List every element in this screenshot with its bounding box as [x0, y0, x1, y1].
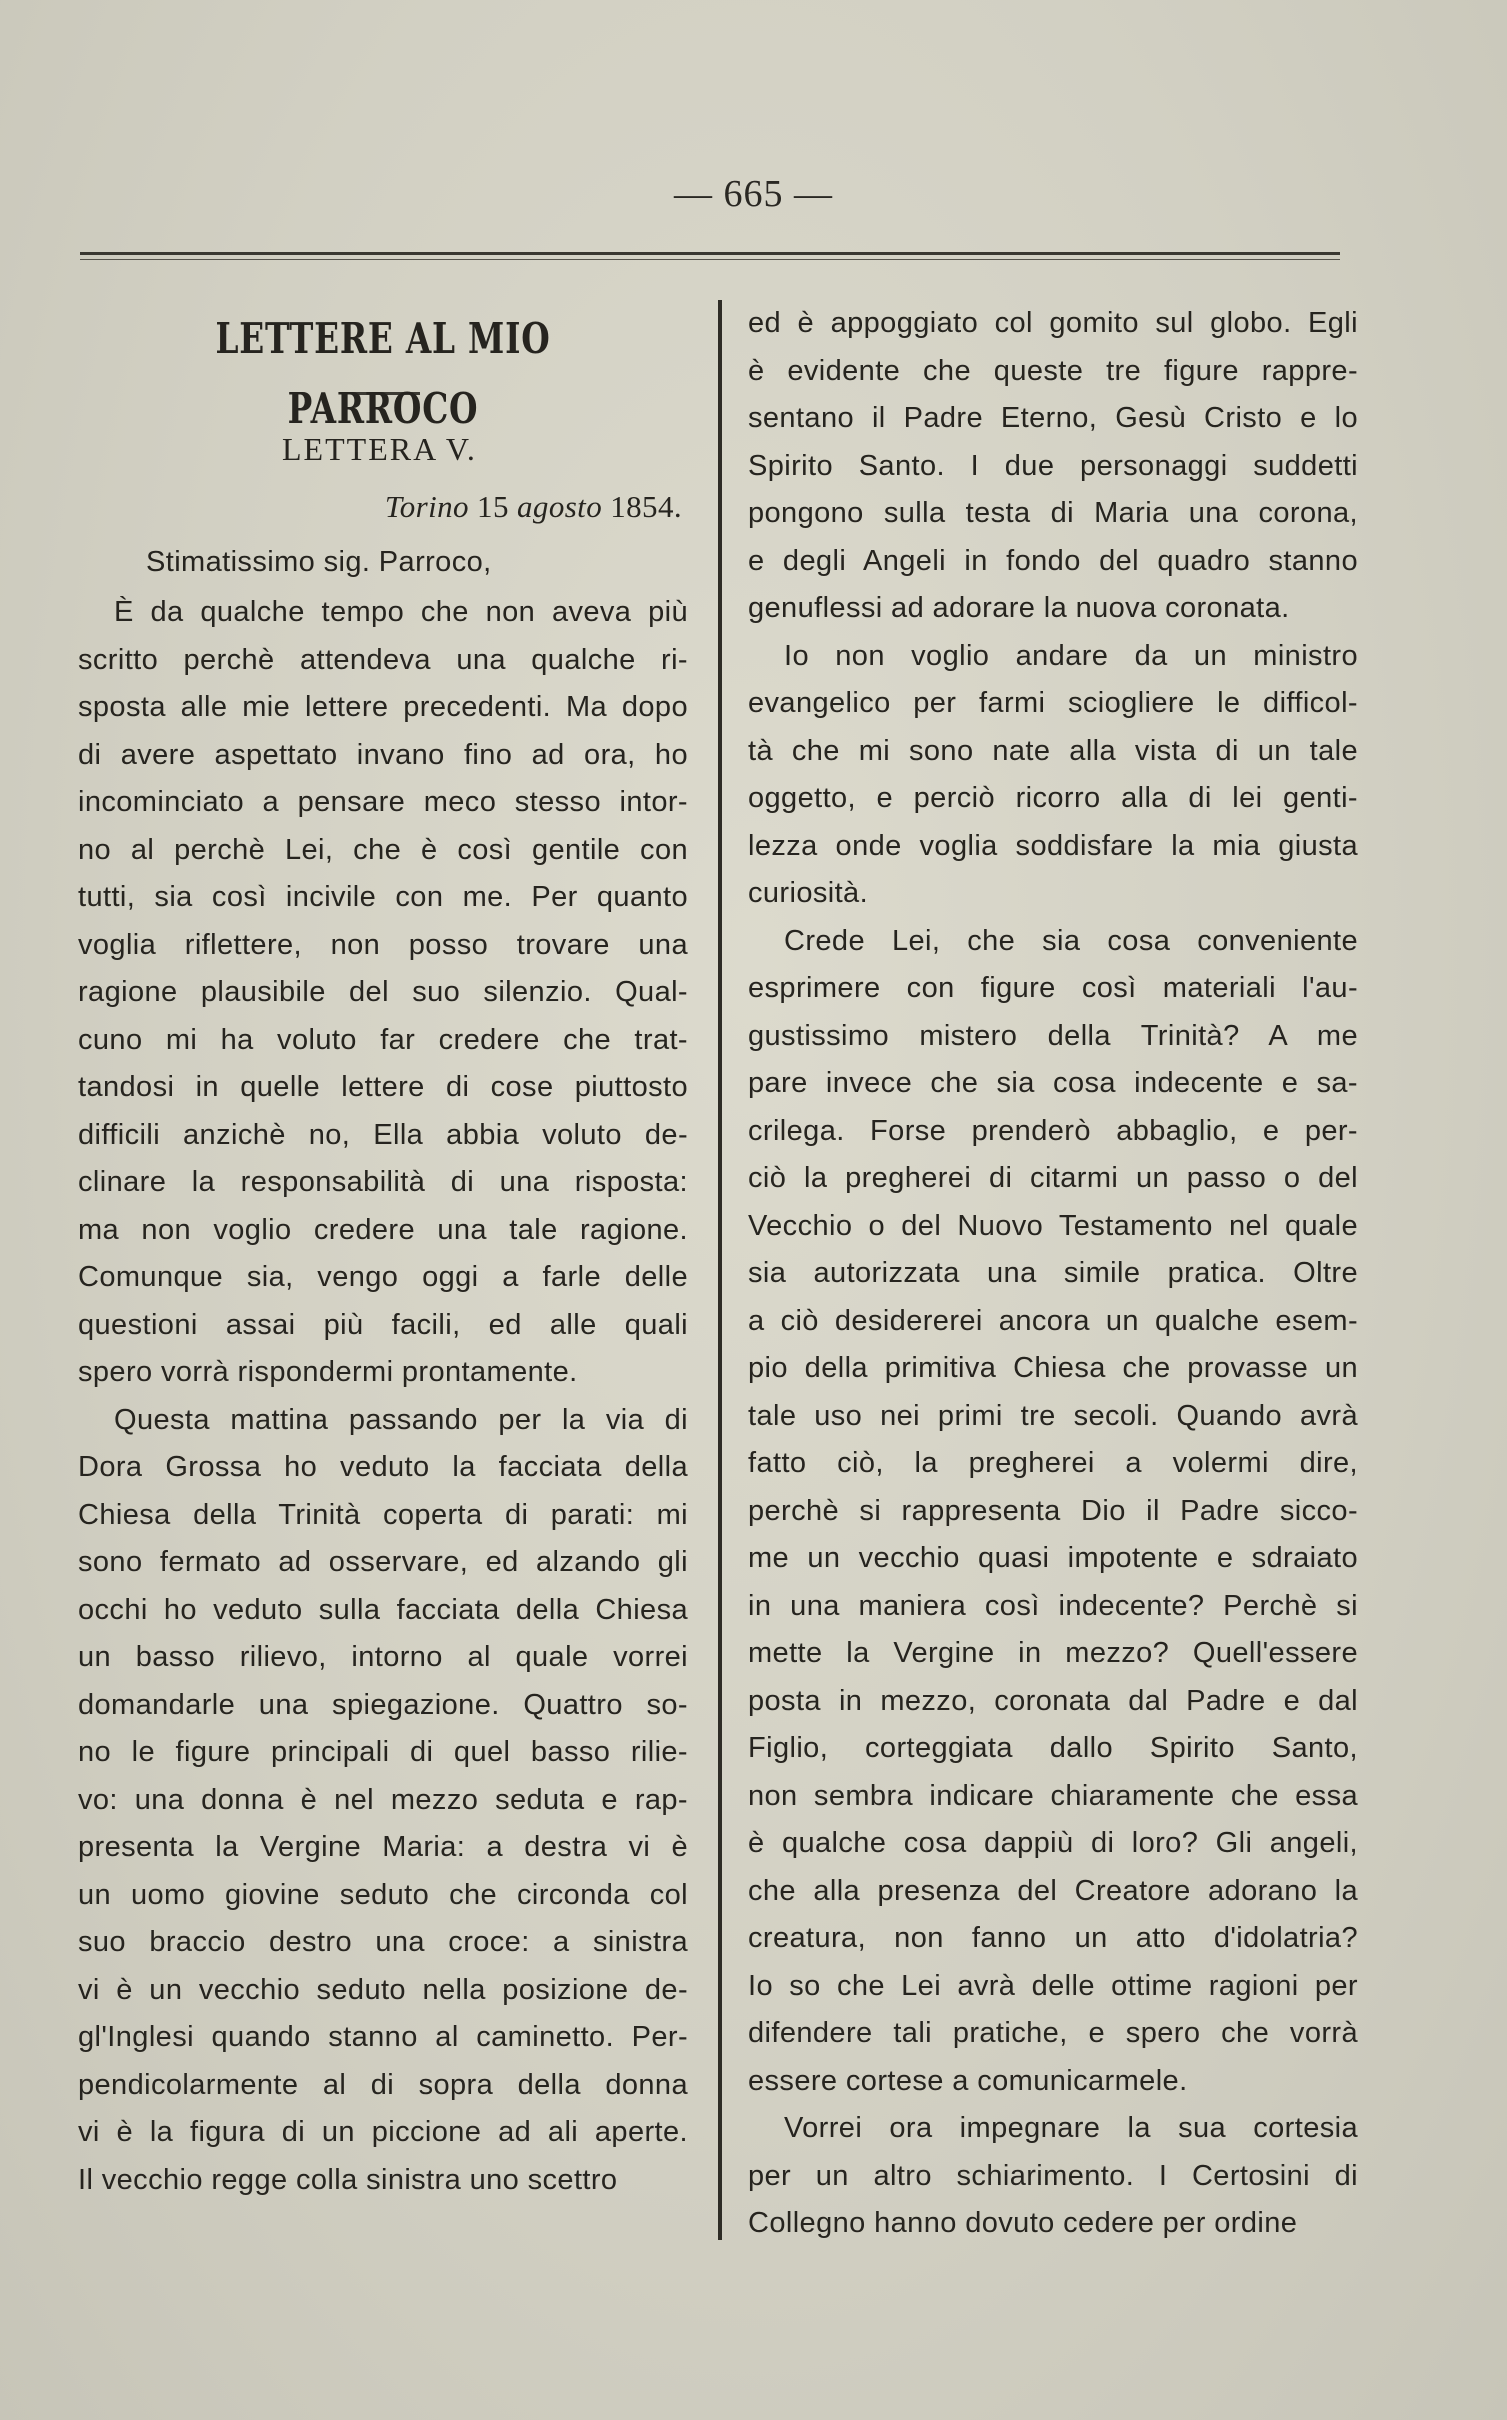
text-line: è qualche cosa dappiù di loro? Gli angeli, [748, 1827, 1358, 1859]
text-line: pendicolarmente al di sopra della donna [78, 2068, 688, 2101]
text-line: crilega. Forse prenderò abbaglio, e per- [748, 1114, 1358, 1147]
text-line: difficili anzichè no, Ella abbia voluto de- [78, 1118, 688, 1151]
right-column [748, 300, 1358, 2248]
text-line: e degli Angeli in fondo del quadro stanno [748, 544, 1358, 577]
text-line: gl'Inglesi quando stanno al caminetto. Per- [78, 2021, 688, 2053]
date-place: Torino [384, 489, 469, 524]
date-month: agosto [517, 489, 603, 524]
text-line: tandosi in quelle lettere di cose piuttosto [78, 1071, 688, 1103]
text-line: domandarle una spiegazione. Quattro so- [78, 1688, 688, 1721]
text-line: Vorrei ora impegnare la sua cortesia [784, 2112, 1358, 2144]
text-line: non sembra indicare chiaramente che essa [748, 1779, 1358, 1812]
text-line: che alla presenza del Creatore adorano la [748, 1874, 1358, 1907]
right-column-body [748, 300, 1358, 2248]
text-line: me un vecchio quasi impotente e sdraiato [748, 1542, 1358, 1574]
text-line: Collegno hanno dovuto cedere per ordine [748, 2207, 1298, 2239]
text-line: ed è appoggiato col gomito sul globo. Egli [748, 307, 1358, 339]
text-line: Figlio, corteggiata dallo Spirito Santo, [748, 1732, 1358, 1764]
text-line: scritto perchè attendeva una qualche ri- [78, 643, 688, 676]
text-line: clinare la responsabilità di una risposta: [78, 1166, 688, 1198]
text-line: in una maniera così indecente? Perchè si [748, 1589, 1358, 1622]
header-rule [80, 252, 1340, 260]
text-line: È da qualche tempo che non aveva più [114, 596, 688, 628]
text-line: è evidente che queste tre figure rappre- [748, 354, 1358, 387]
text-line: perchè si rappresenta Dio il Padre sicco- [748, 1494, 1358, 1527]
text-line: voglia riflettere, non posso trovare una [78, 928, 688, 961]
text-line: spero vorrà rispondermi prontamente. [78, 1356, 578, 1388]
text-line: tale uso nei primi tre secoli. Quando avrà [748, 1399, 1358, 1432]
text-line: vo: una donna è nel mezzo seduta e rap- [78, 1783, 688, 1816]
text-line: Questa mattina passando per la via di [114, 1403, 688, 1436]
date-year: 1854. [610, 489, 682, 524]
text-line: Io non voglio andare da un ministro [784, 639, 1358, 672]
text-line: Spirito Santo. I due personaggi suddetti [748, 449, 1358, 482]
article-title: LETTERE AL MIO PARROCO [215, 314, 551, 433]
text-line: di avere aspettato invano fino ad ora, ho [78, 738, 688, 771]
text-line: essere cortese a comunicarmele. [748, 2064, 1188, 2097]
text-line: no le figure principali di quel basso rilie- [78, 1736, 688, 1768]
text-line: incominciato a pensare meco stesso intor- [78, 786, 688, 818]
text-line: Crede Lei, che sia cosa conveniente [784, 924, 1358, 957]
text-line: ragione plausibile del suo silenzio. Qual- [78, 976, 688, 1008]
dateline [78, 479, 688, 535]
text-line: pio della primitiva Chiesa che provasse un [748, 1352, 1358, 1384]
text-line: sposta alle mie lettere precedenti. Ma dopo [78, 691, 688, 723]
date-day: 15 [477, 489, 509, 524]
text-line: vi è la figura di un piccione ad ali aperte. [78, 2116, 688, 2148]
text-line: tutti, sia così incivile con me. Per quanto [78, 881, 688, 913]
text-line: presenta la Vergine Maria: a destra vi è [78, 1831, 688, 1863]
text-line: occhi ho veduto sulla facciata della Chiesa [78, 1593, 688, 1626]
text-line: lezza onde voglia soddisfare la mia giusta [748, 829, 1358, 862]
text-line: a ciò desidererei ancora un qualche esem- [748, 1304, 1358, 1337]
text-line: oggetto, e perciò ricorro alla di lei genti- [748, 782, 1358, 814]
text-line: esprimere con figure così materiali l'au- [748, 972, 1358, 1004]
text-line: Chiesa della Trinità coperta di parati: mi [78, 1498, 688, 1531]
text-line: vi è un vecchio seduto nella posizione de- [78, 1973, 688, 2006]
text-line: tà che mi sono nate alla vista di un tale [748, 734, 1358, 767]
text-line: Io so che Lei avrà delle ottime ragioni per [748, 1969, 1358, 2002]
text-line: evangelico per farmi sciogliere le difficol- [748, 687, 1358, 719]
text-line: genuflessi ad adorare la nuova coronata. [748, 592, 1290, 624]
text-line: pare invece che sia cosa indecente e sa- [748, 1067, 1358, 1099]
text-line: curiosità. [748, 877, 869, 909]
text-line: ciò la pregherei di citarmi un passo o del [748, 1162, 1358, 1194]
text-line: sia autorizzata una simile pratica. Oltre [748, 1257, 1358, 1289]
text-line: cuno mi ha voluto far credere che trat- [78, 1023, 688, 1056]
text-line: mette la Vergine in mezzo? Quell'essere [748, 1637, 1358, 1669]
page-number: — 665 — [674, 173, 833, 215]
text-line: Dora Grossa ho veduto la facciata della [78, 1451, 688, 1483]
text-line: creatura, non fanno un atto d'idolatria? [748, 1922, 1358, 1954]
text-line: ma non voglio credere una tale ragione. [78, 1213, 688, 1246]
letter-number: LETTERA V. [282, 431, 477, 467]
text-line: Comunque sia, vengo oggi a farle delle [78, 1261, 688, 1293]
text-line: Vecchio o del Nuovo Testamento nel quale [748, 1209, 1358, 1242]
text-line: Il vecchio regge colla sinistra uno scettro [78, 2163, 618, 2196]
text-line: fatto ciò, la pregherei a volermi dire, [748, 1447, 1358, 1479]
text-line: pongono sulla testa di Maria una corona, [748, 497, 1358, 529]
text-line: un uomo giovine seduto che circonda col [78, 1878, 688, 1911]
salutation: Stimatissimo sig. Parroco, [146, 546, 492, 578]
column-divider [718, 300, 722, 2240]
text-line: per un altro schiarimento. I Certosini di [748, 2159, 1358, 2192]
text-line: no al perchè Lei, che è così gentile con [78, 833, 688, 866]
text-line: gustissimo mistero della Trinità? A me [748, 1019, 1358, 1052]
left-column-body [78, 589, 688, 2204]
left-column [78, 300, 688, 2204]
text-line: difendere tali pratiche, e spero che vorrà [748, 2017, 1358, 2049]
text-line: un basso rilievo, intorno al quale vorrei [78, 1641, 688, 1673]
text-line: sentano il Padre Eterno, Gesù Cristo e lo [748, 402, 1358, 434]
text-line: sono fermato ad osservare, ed alzando gli [78, 1546, 688, 1578]
text-line: questioni assai più facili, ed alle quali [78, 1308, 688, 1341]
text-line: posta in mezzo, coronata dal Padre e dal [748, 1684, 1358, 1717]
text-line: suo braccio destro una croce: a sinistra [78, 1926, 688, 1958]
